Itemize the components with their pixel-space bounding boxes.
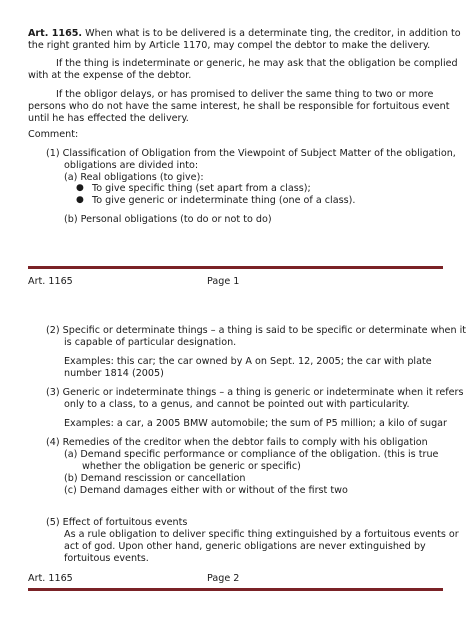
item-3-line-2: only to a class, to a genus, and cannot be pointed out with particularity. bbox=[64, 399, 410, 410]
comment-heading: Comment: bbox=[28, 129, 79, 140]
paragraph-3-line-3: until he has effected the delivery. bbox=[28, 113, 189, 124]
bullet-icon: ● bbox=[76, 195, 84, 205]
item-4-sub-b: (b) Demand rescission or cancellation bbox=[64, 473, 246, 484]
document-page-1 bbox=[0, 0, 474, 296]
paragraph-2-line-2: with at the expense of the debtor. bbox=[28, 70, 192, 81]
paragraph-2-line-1: If the thing is indeterminate or generic, he may ask that the obligation be complied bbox=[56, 58, 458, 69]
item-4-sub-c: (c) Demand damages either with or without of the first two bbox=[64, 485, 348, 496]
item-4-sub-a-line-2: whether the obligation be generic or specific) bbox=[82, 461, 301, 472]
paragraph-1-line-2: the right granted him by Article 1170, may compel the debtor to make the delivery. bbox=[28, 40, 431, 51]
item-3-line-1: (3) Generic or indeterminate things – a thing is generic or indeterminate when it refers bbox=[46, 387, 464, 398]
footer-page-number: Page 1 bbox=[207, 276, 240, 287]
paragraph-1-text: When what is to be delivered is a determinate ting, the creditor, in addition to bbox=[82, 28, 461, 39]
item-5-line-1: (5) Effect of fortuitous events bbox=[46, 517, 188, 528]
footer-left: Art. 1165 bbox=[28, 573, 73, 584]
item-2-line-1: (2) Specific or determinate things – a thing is said to be specific or determinate when it bbox=[46, 325, 467, 336]
bullet-item-1: To give specific thing (set apart from a class); bbox=[92, 183, 311, 194]
item-4-sub-a-line-1: (a) Demand specific performance or compliance of the obligation. (this is true bbox=[64, 449, 439, 460]
footer-rule bbox=[28, 266, 443, 269]
paragraph-3-line-2: persons who do not have the same interest, he shall be responsible for fortuitous event bbox=[28, 101, 450, 112]
paragraph-1-line-1 bbox=[28, 28, 461, 40]
item-4-line-1: (4) Remedies of the creditor when the debtor fails to comply with his obligation bbox=[46, 437, 428, 448]
document-page-2 bbox=[0, 306, 474, 632]
bullet-item-2: To give generic or indeterminate thing (one of a class). bbox=[92, 195, 356, 206]
item-5-line-3: act of god. Upon other hand, generic obligations are never extinguished by bbox=[64, 541, 426, 552]
item-1-sub-b: (b) Personal obligations (to do or not to do) bbox=[64, 214, 272, 225]
item-2-line-2: is capable of particular designation. bbox=[64, 337, 237, 348]
item-1-sub-a: (a) Real obligations (to give): bbox=[64, 172, 204, 183]
item-5-line-4: fortuitous events. bbox=[64, 553, 149, 564]
article-heading: Art. 1165. bbox=[28, 28, 83, 39]
footer-rule bbox=[28, 588, 443, 591]
footer-left: Art. 1165 bbox=[28, 276, 73, 287]
item-5-line-2: As a rule obligation to deliver specific thing extinguished by a fortuitous events or bbox=[64, 529, 459, 540]
item-1-line-2: obligations are divided into: bbox=[64, 160, 199, 171]
footer-page-number: Page 2 bbox=[207, 573, 240, 584]
item-2-example-line-1: Examples: this car; the car owned by A on Sept. 12, 2005; the car with plate bbox=[64, 356, 432, 367]
paragraph-3-line-1: If the obligor delays, or has promised to deliver the same thing to two or more bbox=[56, 89, 434, 100]
item-3-example: Examples: a car, a 2005 BMW automobile; the sum of P5 million; a kilo of sugar bbox=[64, 418, 447, 429]
item-1-line-1: (1) Classification of Obligation from the Viewpoint of Subject Matter of the obligation, bbox=[46, 148, 456, 159]
item-2-example-line-2: number 1814 (2005) bbox=[64, 368, 164, 379]
bullet-icon: ● bbox=[76, 183, 84, 193]
